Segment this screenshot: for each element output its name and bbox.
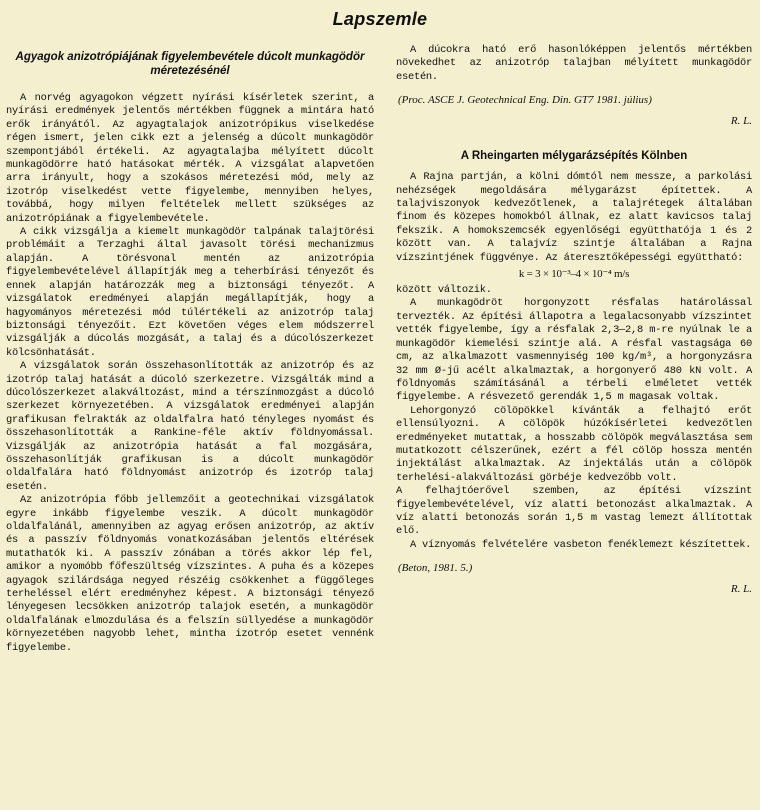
paragraph: A cikk vizsgálja a kiemelt munkagödör talpának talajtörési problémáit a Terzaghi által javasolt törési mechanizmus alapján. A törésvonal mentén az anizotrópia figyelembevételével állapítják meg a teherbírási tényezőt és ennek alapján határozzák meg a biztonsági tényezőt. A vizsgálatok eredményei alapján megállapítják, hogy a hagyományos méretezési mód túlértékeli az anizotróp talaj biztonsági tényezőit. Ezt követően véges elem módszerrel vizsgálják a dúcolás mozgását, a talaj és a dúcolószerkezet kölcsönhatását. [6, 226, 374, 359]
right-column [396, 44, 752, 595]
author-signature: R. L. [730, 115, 752, 128]
paragraph: A felhajtóerővel szemben, az építési vízszint figyelembevételével, víz alatti betonozást alkalmaztak. A víz alatti betonozás során 1,5 m vastag lemezt állítottak elő. [396, 485, 752, 538]
article-title-anisotropy: Agyagok anizotrópiájának figyelembevétele dúcolt munkagödör méretezésénél [15, 51, 365, 77]
article-title-rheingarten: A Rheingarten mélygarázsépítés Kölnben [460, 150, 688, 163]
source-citation: (Beton, 1981. 5.) [398, 562, 473, 575]
article-continuation [396, 44, 752, 84]
paragraph: Lehorgonyzó cölöpökkel kívánták a felhajtó erőt ellensúlyozni. A cölöpök húzókísérletei kedvezőtlen eredményeket mutattak, a hosszabb cölöpök megválasztása sem mutatkozott célszerűnek, ezért a fél cölöp hossza mentén injektálást alkalmaztak. Az injektálás után a cölöpök terhelési-alakváltozási görbéje kedvezőbb volt. [396, 404, 752, 484]
paragraph: A munkagödröt horgonyzott résfalas határolással tervezték. Az építési állapotra a legalacsonyabb vízszintet vették figyelembe, így a résfalak 2,3—2,8 m-re nyúlnak le a munkagödör kiemelési szintje alá. A résfal vastagsága 60 cm, az alkalmazott vasmennyiség 100 kg/m³, a horgonyzásra 32 mm Ø-jű acélt alkalmaztak, a horgonyerő 480 kN volt. A földnyomás számításánál a térbeli elméletet vették figyelembe. A résvezető gerendák 1,5 m magasak voltak. [396, 297, 752, 404]
source-citation: (Proc. ASCE J. Geotechnical Eng. Din. GT7 1981. július) [398, 94, 652, 107]
left-column [6, 44, 374, 655]
paragraph: A dúcokra ható erő hasonlóképpen jelentős mértékben növekedhet az anizotróp talajban mélyített munkagödör esetén. [396, 44, 752, 83]
paragraph: között változik. [396, 284, 492, 297]
paragraph: A víznyomás felvételére vasbeton fenéklemezt készítettek. [410, 538, 752, 551]
article-body-rheingarten [396, 171, 752, 552]
paragraph: A Rajna partján, a kölni dómtól nem messze, a parkolási nehézségek megoldására mélygarázst építettek. A talajviszonyok kedvezőtlenek, a talajrétegek általában finom és közepes homokból állnak, ez alatt kavicsos talaj fekszik. A homokszemcsék egyenlőségi együtthatója 1 és 2 között van. A talajvíz szintje általában a Rajna vízszintjének függvénye. Az áteresztőképességi együttható: [396, 171, 752, 264]
author-signature: R. L. [730, 583, 752, 596]
paragraph: A norvég agyagokon végzett nyírási kísérletek szerint, a nyírási eredmények jelentős mértékben függnek a mintára ható erők irányától. Az agyagtalajok anizotrópikus viselkedése régen ismert, jelen cikk ezt a jelenség a dúcolt munkagödör szempontjából értékeli. Az agyagtalajba mélyített dúcolt munkagödörre ható hatásokat mérték. A vizsgálat alapvetően arra irányult, hogy a szokásos méretezési mód, mely az izotróp viselkedést vette figyelembe, mennyiben helyes, továbbá, hogy milyen feltételek mellett szükséges az anizotrópiának a figyelembevétele. [6, 92, 374, 225]
permeability-formula: k = 3 × 10⁻³–4 × 10⁻⁴ m/s [518, 268, 630, 281]
article-body-anisotropy [6, 92, 374, 655]
page-title: Lapszemle [332, 9, 428, 29]
paragraph: A vizsgálatok során összehasonlították az anizotróp és az izotróp talaj hatását a dúcoló szerkezetre. Vizsgálták mind a dúcolószerkezet alakváltozást, mind a térszínmozgást a dúcoló szerkezet környezetében. A vizsgálatok eredményei alapján grafikusan felrakták az oldalfalra ható tényleges nyomást és összehasonlították a Rankine-féle aktív földnyomással. Vizsgálják az anizotrópia hatását a fal mozgására, összehasonlítják grafikusan is a dúcolt munkagödör oldalfalára ható földnyomást anizotróp és izotróp talaj esetén. [6, 360, 374, 493]
paragraph: Az anizotrópia főbb jellemzőit a geotechnikai vizsgálatok egyre inkább figyelembe veszik. A dúcolt munkagödör oldalfalánál, amennyiben az agyag erősen anizotróp, az aktív és a passzív földnyomás vonatkozásában jelentős eltérések mutathatók ki. A passzív zónában a törés akkor lép fel, amikor a nyomóbb főfeszültség vízszintes. A puha és a közepes agyagok szilárdsága negyed részéig csökkenhet a függőleges terheléssel elért eredményhez képest. A biztonsági tényező lényegesen lecsökken anizotróp talajok esetén, a munkagödör oldalfalának elmozdulása és a felszín süllyedése a munkagödör környezetében nagyobb lehet, mintha izotróp esetet vennénk figyelembe. [6, 494, 374, 654]
